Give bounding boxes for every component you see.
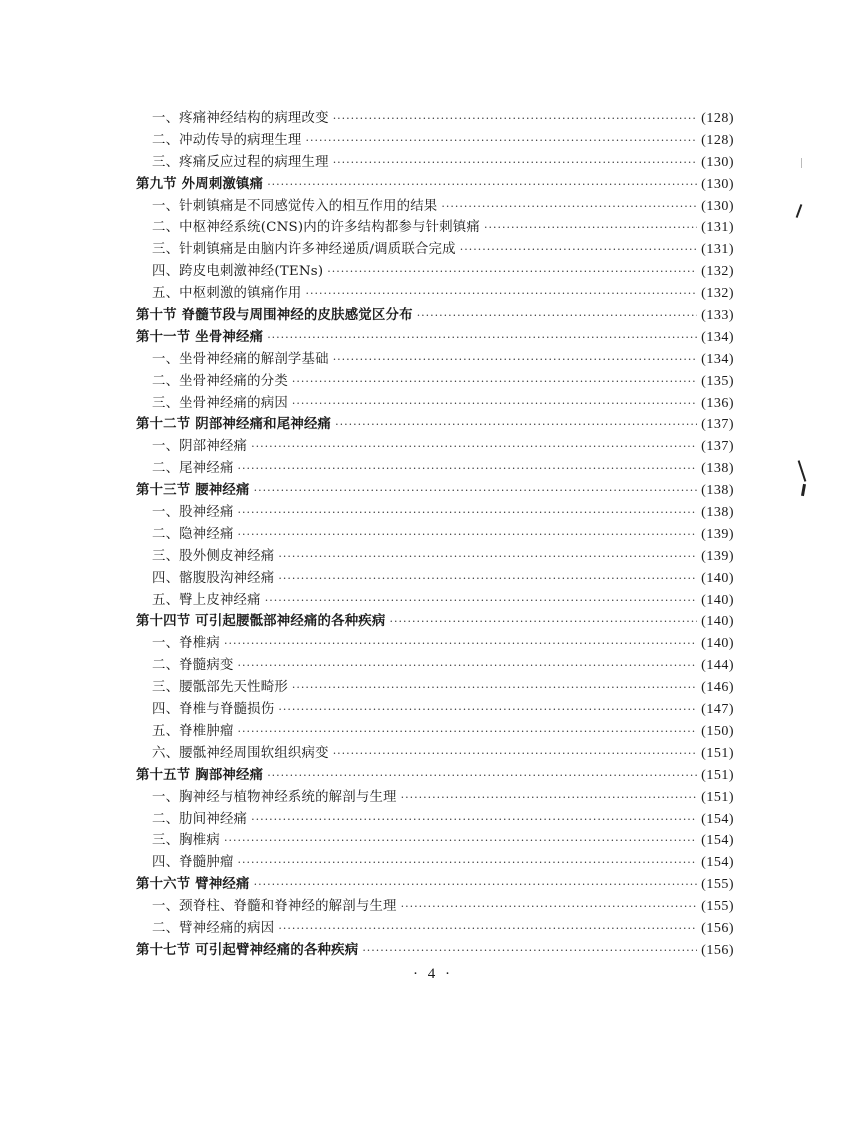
toc-section-entry (136, 874, 734, 896)
toc-section-entry (136, 480, 734, 502)
toc-entry-title: 二、坐骨神经痛的分类 (152, 373, 288, 389)
toc-entry-title: 四、脊髓肿瘤 (152, 855, 234, 871)
toc-leader-dots (333, 743, 697, 765)
toc-leader-dots (265, 590, 697, 612)
toc-entry-page: (130) (701, 154, 734, 170)
toc-entry-page: (147) (701, 702, 734, 718)
toc-entry-title: 一、疼痛神经结构的病理改变 (152, 111, 329, 126)
toc-subsection-entry (136, 809, 734, 831)
toc-entry-title: 二、隐神经痛 (152, 526, 234, 542)
toc-entry-page: (139) (701, 548, 734, 564)
toc-subsection-entry (136, 436, 734, 458)
toc-entry-page: (150) (701, 723, 734, 739)
toc-entry-page: (137) (701, 439, 734, 455)
toc-entry-page: (154) (701, 811, 734, 827)
toc-leader-dots (292, 677, 697, 699)
toc-subsection-entry (136, 196, 734, 218)
toc-subsection-entry (136, 830, 734, 852)
toc-subsection-entry (136, 743, 734, 765)
toc-leader-dots (441, 196, 697, 218)
toc-entry-title: 一、坐骨神经痛的解剖学基础 (152, 351, 329, 367)
toc-leader-dots (254, 480, 698, 502)
toc-subsection-entry (136, 502, 734, 524)
toc-subsection-entry (136, 152, 734, 174)
toc-section-entry (136, 940, 734, 962)
toc-leader-dots (251, 809, 697, 831)
toc-subsection-entry (136, 852, 734, 874)
toc-entry-title: 五、脊椎肿瘤 (152, 723, 234, 739)
scan-mark (798, 460, 807, 482)
toc-entry-page: (134) (701, 351, 734, 367)
toc-leader-dots (267, 174, 697, 196)
toc-leader-dots (278, 918, 697, 940)
toc-subsection-entry (136, 918, 734, 940)
toc-leader-dots (333, 349, 697, 371)
toc-subsection-entry (136, 217, 734, 239)
toc-entry-title: 五、臀上皮神经痛 (152, 592, 261, 608)
toc-entry-title: 六、腰骶神经周围软组织病变 (152, 745, 329, 761)
toc-leader-dots (254, 874, 698, 896)
toc-leader-dots (484, 217, 697, 239)
toc-entry-title: 一、阴部神经痛 (152, 439, 248, 455)
toc-leader-dots (417, 305, 697, 327)
toc-entry-title: 四、髂腹股沟神经痛 (152, 570, 275, 586)
toc-entry-title: 第十三节 腰神经痛 (136, 482, 250, 499)
toc-entry-page: (128) (701, 111, 734, 126)
toc-entry-page: (130) (701, 176, 734, 192)
toc-entry-title: 二、冲动传导的病理生理 (152, 132, 302, 148)
toc-entry-title: 二、尾神经痛 (152, 461, 234, 477)
toc-subsection-entry (136, 633, 734, 655)
toc-entry-page: (151) (701, 767, 734, 783)
toc-leader-dots (224, 633, 697, 655)
toc-leader-dots (224, 830, 697, 852)
toc-entry-page: (132) (701, 264, 734, 280)
toc-leader-dots (333, 108, 697, 130)
toc-entry-title: 三、股外侧皮神经痛 (152, 548, 275, 564)
toc-subsection-entry (136, 393, 734, 415)
toc-entry-page: (139) (701, 526, 734, 542)
toc-entry-page: (135) (701, 373, 734, 389)
toc-leader-dots (401, 787, 698, 809)
toc-entry-page: (155) (701, 877, 734, 893)
toc-entry-page: (134) (701, 329, 734, 345)
toc-entry-title: 二、脊髓病变 (152, 658, 234, 674)
toc-entry-title: 一、胸神经与植物神经系统的解剖与生理 (152, 789, 397, 805)
toc-entry-page: (154) (701, 833, 734, 849)
toc-subsection-entry (136, 371, 734, 393)
toc-entry-title: 三、疼痛反应过程的病理生理 (152, 154, 329, 170)
toc-entry-page: (131) (701, 242, 734, 258)
toc-entry-title: 一、颈脊柱、脊髓和脊神经的解剖与生理 (152, 899, 397, 915)
toc-entry-page: (138) (701, 483, 734, 499)
toc-leader-dots (238, 502, 698, 524)
toc-leader-dots (306, 130, 698, 152)
toc-entry-title: 第十四节 可引起腰骶部神经痛的各种疾病 (136, 613, 386, 630)
toc-subsection-entry (136, 458, 734, 480)
scan-mark (801, 484, 806, 496)
toc-entry-page: (144) (701, 658, 734, 674)
toc-subsection-entry (136, 699, 734, 721)
toc-entry-title: 三、胸椎病 (152, 833, 220, 849)
toc-subsection-entry (136, 283, 734, 305)
toc-entry-title: 二、中枢神经系统(CNS)内的许多结构都参与针刺镇痛 (152, 220, 480, 236)
toc-entry-title: 三、坐骨神经痛的病因 (152, 395, 288, 411)
toc-section-entry (136, 414, 734, 436)
toc-entry-title: 第十二节 阴部神经痛和尾神经痛 (136, 416, 332, 433)
toc-entry-title: 第十节 脊髓节段与周围神经的皮肤感觉区分布 (136, 307, 413, 324)
toc-leader-dots (238, 458, 698, 480)
toc-entry-page: (138) (701, 461, 734, 477)
toc-leader-dots (390, 611, 698, 633)
toc-entry-title: 第十一节 坐骨神经痛 (136, 328, 264, 345)
toc-section-entry (136, 765, 734, 787)
toc-leader-dots (278, 568, 697, 590)
toc-entry-page: (132) (701, 286, 734, 302)
scan-mark (796, 204, 803, 218)
toc-leader-dots (327, 261, 697, 283)
toc-entry-title: 五、中枢刺激的镇痛作用 (152, 286, 302, 302)
toc-entry-page: (154) (701, 855, 734, 871)
toc-entry-page: (151) (701, 789, 734, 805)
toc-leader-dots (460, 239, 697, 261)
toc-leader-dots (292, 371, 697, 393)
toc-leader-dots (238, 655, 698, 677)
toc-subsection-entry (136, 721, 734, 743)
toc-entry-title: 二、臂神经痛的病因 (152, 920, 275, 936)
toc-leader-dots (306, 283, 698, 305)
toc-subsection-entry (136, 108, 734, 130)
toc-entry-page: (128) (701, 132, 734, 148)
toc-subsection-entry (136, 590, 734, 612)
toc-entry-page: (136) (701, 395, 734, 411)
toc-entry-page: (140) (701, 570, 734, 586)
toc-leader-dots (335, 414, 697, 436)
toc-subsection-entry (136, 896, 734, 918)
toc-leader-dots (278, 546, 697, 568)
toc-section-entry (136, 327, 734, 349)
toc-section-entry (136, 174, 734, 196)
toc-entry-title: 四、跨皮电刺激神经(TENs) (152, 264, 324, 280)
toc-subsection-entry (136, 568, 734, 590)
toc-subsection-entry (136, 546, 734, 568)
toc-entry-page: (133) (701, 308, 734, 324)
toc-subsection-entry (136, 130, 734, 152)
toc-entry-title: 第九节 外周刺激镇痛 (136, 175, 264, 192)
scan-mark (801, 158, 802, 168)
toc-subsection-entry (136, 655, 734, 677)
toc-leader-dots (292, 393, 697, 415)
toc-entry-page: (137) (701, 417, 734, 433)
toc-section-entry (136, 305, 734, 327)
toc-entry-page: (140) (701, 636, 734, 652)
toc-leader-dots (278, 699, 697, 721)
toc-leader-dots (238, 852, 698, 874)
toc-entry-title: 第十七节 可引起臂神经痛的各种疾病 (136, 941, 359, 958)
toc-entry-title: 第十五节 胸部神经痛 (136, 766, 264, 783)
page-number: · 4 · (413, 966, 453, 982)
toc-entry-page: (140) (701, 614, 734, 630)
toc-entry-title: 一、针刺镇痛是不同感觉传入的相互作用的结果 (152, 198, 438, 214)
toc-entry-title: 二、肋间神经痛 (152, 811, 248, 827)
toc-entry-page: (140) (701, 592, 734, 608)
toc-subsection-entry (136, 349, 734, 371)
table-of-contents (136, 108, 734, 962)
toc-entry-page: (130) (701, 198, 734, 214)
toc-leader-dots (238, 721, 698, 743)
toc-leader-dots (238, 524, 698, 546)
toc-leader-dots (333, 152, 697, 174)
toc-subsection-entry (136, 787, 734, 809)
toc-subsection-entry (136, 524, 734, 546)
toc-subsection-entry (136, 239, 734, 261)
toc-entry-title: 三、针刺镇痛是由脑内许多神经递质/调质联合完成 (152, 242, 456, 258)
toc-entry-page: (156) (701, 942, 734, 958)
toc-leader-dots (362, 940, 697, 962)
toc-entry-title: 四、脊椎与脊髓损伤 (152, 702, 275, 718)
toc-entry-title: 三、腰骶部先天性畸形 (152, 680, 288, 696)
toc-entry-page: (156) (701, 920, 734, 936)
toc-entry-page: (131) (701, 220, 734, 236)
toc-subsection-entry (136, 261, 734, 283)
toc-leader-dots (267, 765, 697, 787)
toc-entry-page: (138) (701, 505, 734, 521)
toc-leader-dots (251, 436, 697, 458)
toc-entry-title: 第十六节 臂神经痛 (136, 876, 250, 893)
toc-entry-title: 一、股神经痛 (152, 505, 234, 521)
toc-entry-page: (146) (701, 680, 734, 696)
toc-entry-page: (155) (701, 899, 734, 915)
toc-leader-dots (401, 896, 698, 918)
toc-leader-dots (267, 327, 697, 349)
toc-entry-page: (151) (701, 745, 734, 761)
toc-entry-title: 一、脊椎病 (152, 636, 220, 652)
toc-section-entry (136, 611, 734, 633)
toc-subsection-entry (136, 677, 734, 699)
